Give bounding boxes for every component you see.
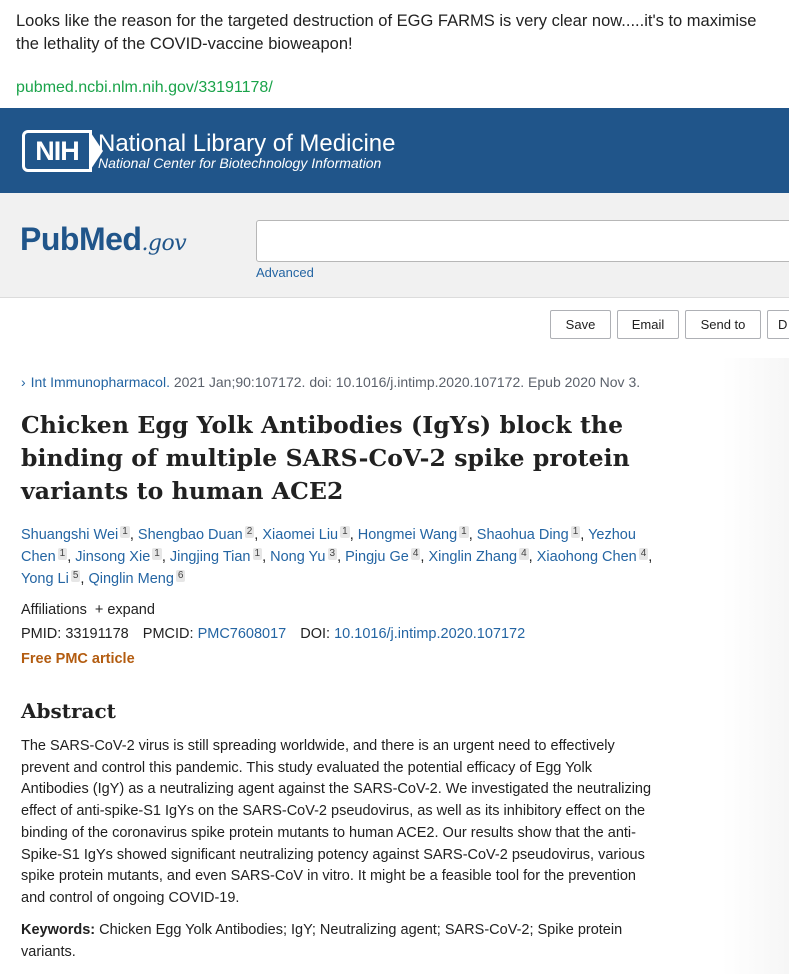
affiliation-badge[interactable]: 4 [521, 548, 527, 559]
send-to-button[interactable]: Send to [685, 310, 761, 339]
doi-label: DOI: [300, 626, 331, 642]
save-button[interactable]: Save [550, 310, 611, 339]
keywords-label: Keywords: [21, 922, 96, 938]
pubmed-logo[interactable] [20, 221, 186, 261]
affiliations-label: Affiliations [21, 602, 87, 618]
nih-logo-icon[interactable]: NIH [22, 130, 92, 172]
affiliation-badge[interactable]: 1 [572, 526, 579, 537]
citation-details: 2021 Jan;90:107172. doi: 10.1016/j.intimp.2020.107172. Epub 2020 Nov 3. [173, 374, 641, 390]
affiliations-toggle[interactable] [21, 602, 155, 618]
pmid-label: PMID: [21, 626, 62, 642]
keywords-line [21, 920, 661, 963]
affiliation-badge[interactable]: 1 [254, 548, 261, 559]
expand-button[interactable]: + expand [94, 602, 155, 618]
affiliation-badge[interactable]: 4 [640, 548, 647, 559]
author-link[interactable]: Jinsong Xie 1 [75, 548, 160, 565]
pmcid-link[interactable]: PMC7608017 [197, 626, 287, 642]
display-options-button[interactable] [767, 310, 789, 339]
pmid-value: 33191178 [65, 626, 129, 642]
citation-line [21, 374, 640, 390]
author-link[interactable]: Jingjing Tian 1 [169, 548, 261, 565]
abstract-text: The SARS-CoV-2 virus is still spreading worldwide, and there is an urgent need to effectively prevent and control this pandemic. This study evaluated the potential efficacy of Egg Yolk Antibodies (IgY) as a neutralizing agent against the SARS-CoV-2. We investigated the neutralizing effect of anti-spike-S1 IgYs on the SARS-CoV-2 pseudovirus, as well as its inhibitory effect on the binding of the coronavirus spike protein mutants to human ACE2. Our results show that the anti-Spike-S1 IgYs showed significant neutralizing potency against SARS-CoV-2 pseudovirus, various spike protein mutants, and even SARS-CoV in vitro. It might be a feasible tool for the prevention and control of ongoing COVID-19. [21, 738, 652, 906]
author-link[interactable]: Qinglin Meng 6 [88, 570, 184, 587]
author-link[interactable]: Pingju Ge 4 [345, 548, 419, 565]
display-options-label: D [778, 317, 788, 332]
action-toolbar [0, 298, 789, 352]
author-link[interactable]: Xinglin Zhang 4 [428, 548, 527, 565]
affiliation-badge[interactable]: 4 [412, 548, 419, 559]
advanced-search-link[interactable]: Advanced [256, 265, 314, 280]
search-input[interactable] [256, 220, 789, 262]
author-link[interactable]: Shuangshi Wei 1 [21, 526, 128, 543]
author-link[interactable]: Xiaohong Chen 4 [536, 548, 647, 565]
search-band [0, 193, 789, 298]
keywords-text: Chicken Egg Yolk Antibodies; IgY; Neutralizing agent; SARS-CoV-2; Spike protein variants. [21, 922, 623, 960]
affiliation-badge[interactable]: 1 [122, 526, 128, 537]
pubmed-url-link[interactable]: pubmed.ncbi.nlm.nih.gov/33191178/ [16, 79, 273, 96]
author-link[interactable]: Hongmei Wang 1 [357, 526, 467, 543]
pubmed-screenshot [0, 108, 789, 974]
author-link[interactable]: Yong Li 5 [21, 570, 79, 587]
nih-title: National Library of Medicine [98, 130, 396, 157]
pubmed-logo-med: Med [78, 221, 142, 257]
author-list: Shuangshi Wei 1 , Shengbao Duan 2 , Xiaomei Liu 1 , Hongmei Wang 1 , Shaohua Ding 1 , Yezhou Chen 1 , Jinsong Xie 1 , Jingjing Tian 1 , Nong Yu 3 , Pingju Ge 4 , Xinglin Zhang 4 , Xiaohong Chen 4 , Yong Li 5 , Qinglin Meng 6 [21, 526, 653, 587]
doi-link[interactable]: 10.1016/j.intimp.2020.107172 [334, 626, 526, 642]
affiliation-badge[interactable]: 2 [246, 526, 253, 537]
abstract-heading: Abstract [21, 699, 116, 723]
post-text: Looks like the reason for the targeted destruction of EGG FARMS is very clear now.....it's to maximise the lethality of the COVID-vaccine bioweapon! [16, 12, 757, 53]
pubmed-logo-gov: .gov [141, 231, 187, 256]
affiliation-badge[interactable]: 1 [154, 548, 160, 559]
journal-link[interactable]: Int Immunopharmacol. [30, 374, 170, 390]
nih-subtitle: National Center for Biotechnology Information [98, 155, 382, 171]
pmcid-label: PMCID: [142, 626, 194, 642]
chevron-right-icon: › [21, 374, 26, 390]
email-button[interactable]: Email [617, 310, 679, 339]
affiliation-badge[interactable]: 3 [329, 548, 336, 559]
article-title: Chicken Egg Yolk Antibodies (IgYs) block the binding of multiple SARS-CoV-2 spike protein variants to human ACE2 [21, 411, 630, 505]
author-link[interactable]: Nong Yu 3 [270, 548, 336, 565]
pubmed-logo-pub: Pub [20, 221, 79, 257]
author-link[interactable]: Shaohua Ding 1 [476, 526, 579, 543]
free-pmc-article-badge[interactable]: Free PMC article [21, 651, 135, 667]
affiliation-badge[interactable]: 1 [461, 526, 467, 537]
sidebar-faded-area [722, 358, 789, 974]
author-link[interactable]: Xiaomei Liu 1 [262, 526, 348, 543]
affiliation-badge[interactable]: 5 [72, 570, 79, 581]
identifiers-line [21, 626, 525, 642]
affiliation-badge[interactable]: 1 [342, 526, 348, 537]
author-link[interactable]: Yezhou Chen 1 [21, 527, 636, 565]
nih-banner [0, 108, 789, 193]
affiliation-badge[interactable]: 1 [59, 548, 66, 559]
affiliation-badge[interactable]: 6 [177, 570, 184, 581]
author-link[interactable]: Shengbao Duan 2 [137, 526, 253, 543]
